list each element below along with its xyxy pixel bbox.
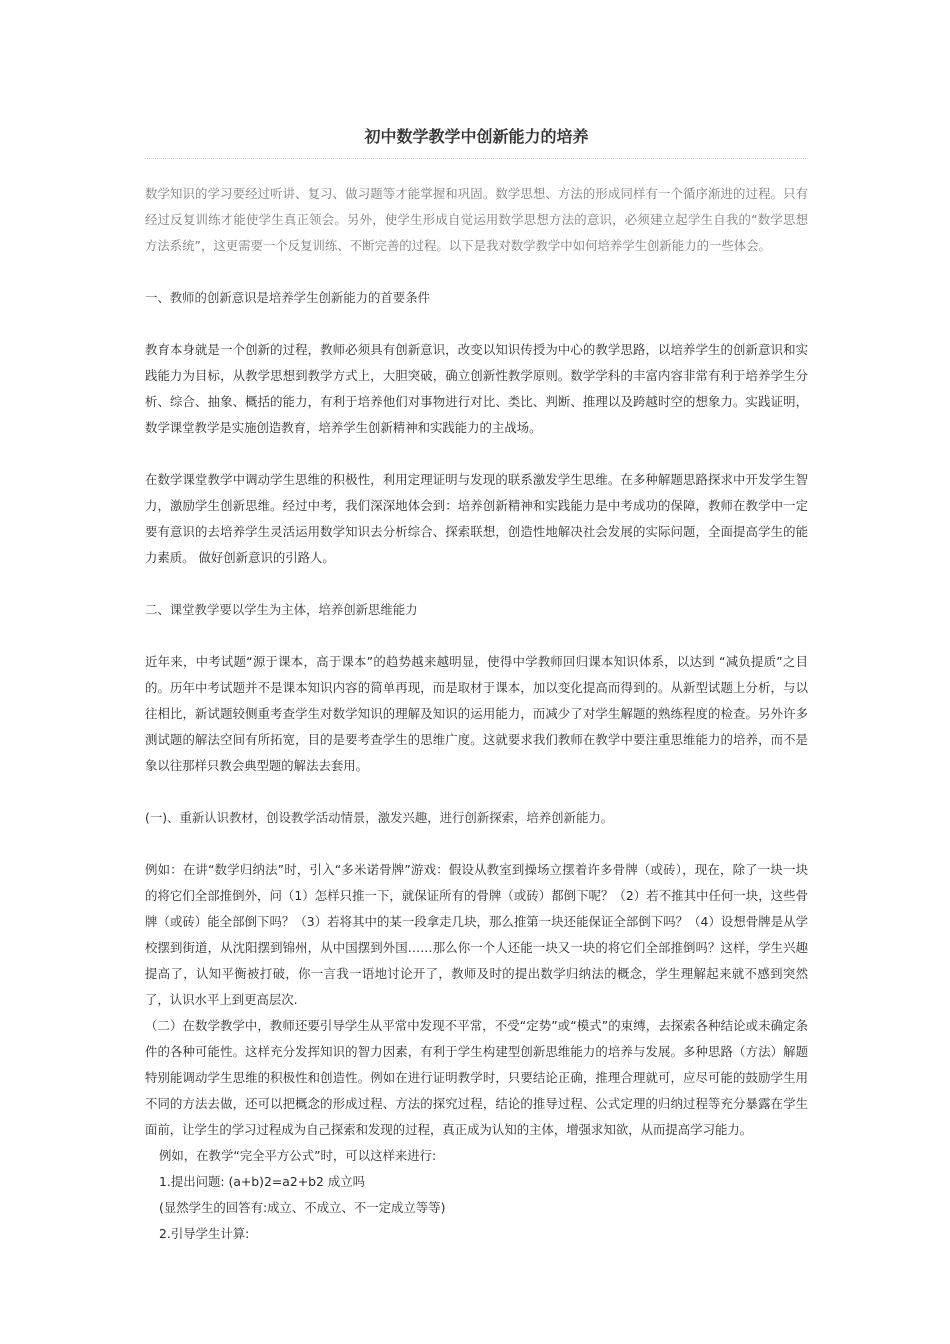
section-2-heading: 二、课堂教学要以学生为主体，培养创新思维能力 [145, 602, 418, 617]
example-intro: 例如，在教学“完全平方公式”时，可以这样来进行: [159, 1148, 437, 1163]
example-step-1-note: (显然学生的回答有:成立、不成立、不一定成立等等) [159, 1200, 446, 1215]
section-1-paragraph-2: 在数学课堂教学中调动学生思维的积极性，利用定理证明与发现的联系激发学生思维。在多种解题思路探求中开发学生智力，激励学生创新思维。经过中考，我们深深地体会到：培养创新精神和实践能力是中考成功的保障，教师在教学中一定要有意识的去培养学生灵活运用数学知识去分析综合、探索联想，创造性地解决社会发展的实际问题，全面提高学生的能力素质。 做好创新意识的引路人。 [145, 472, 808, 565]
intro-paragraph: 数学知识的学习要经过听讲、复习、做习题等才能掌握和巩固。数学思想、方法的形成同样有一个循序渐进的过程。只有经过反复训练才能使学生真正领会。另外，使学生形成自觉运用数学思想方法的意识，必须建立起学生自我的“数学思想方法系统”，这更需要一个反复训练、不断完善的过程。以下是我对数学教学中如何培养学生创新能力的一些体会。 [145, 186, 808, 253]
subsection-1-heading: (一)、重新认识教材，创设教学活动情景，激发兴趣，进行创新探索，培养创新能力。 [145, 810, 614, 825]
section-2-paragraph-1: 近年来，中考试题“源于课本，高于课本”的趋势越来越明显，使得中学教师回归课本知识体系，以达到 “减负提质”之目的。历年中考试题并不是课本知识内容的简单再现，而是取材于课本，加以变化提高而得到的。从新型试题上分析，与以往相比，新试题较侧重考查学生对数学知识的理解及知识的运用能力，而减少了对学生解题的熟练程度的检查。另外许多测试题的解法空间有所拓宽，目的是要考查学生的思维广度。这就要求我们教师在教学中要注重思维能力的培养，而不是象以往那样只教会典型题的解法去套用。 [145, 654, 808, 773]
example-step-1: 1.提出问题: (a+b)2=a2+b2 成立吗 [159, 1174, 365, 1189]
section-1-heading: 一、教师的创新意识是培养学生创新能力的首要条件 [145, 290, 430, 305]
subsection-1-paragraph: 例如：在讲“数学归纳法”时，引入“多米诺骨牌”游戏：假设从教室到操场立摆着许多骨牌（或砖），现在，除了一块一块的将它们全部推倒外，问（1）怎样只推一下，就保证所有的骨牌（或砖）都倒下呢？（2）若不推其中任何一块，这些骨牌（或砖）能全部倒下吗？（3）若将其中的某一段拿走几块，那么推第一块还能保证全部倒下吗？（4）设想骨牌是从学校摆到街道，从沈阳摆到锦州，从中国摆到外国……那么你一个人还能一块又一块的将它们全部推倒吗？这样，学生兴趣提高了，认知平衡被打破，你一言我一语地讨论开了，教师及时的提出数学归纳法的概念，学生理解起来就不感到突然了，认识水平上到更高层次. [145, 862, 808, 1007]
section-1-paragraph-1: 教育本身就是一个创新的过程，教师必须具有创新意识，改变以知识传授为中心的教学思路，以培养学生的创新意识和实践能力为目标，从教学思想到教学方式上，大胆突破，确立创新性教学原则。数学学科的丰富内容非常有利于培养学生分析、综合、抽象、概括的能力，有利于培养他们对事物进行对比、类比、判断、推理以及跨越时空的想象力。实践证明，数学课堂教学是实施创造教育，培养学生创新精神和实践能力的主战场。 [145, 342, 808, 435]
title-divider [145, 158, 808, 159]
subsection-2-paragraph: （二）在数学教学中，教师还要引导学生从平常中发现不平常，不受“定势”或“模式”的束缚，去探索各种结论或未确定条件的各种可能性。这样充分发挥知识的智力因素，有利于学生构建型创新思维能力的培养与发展。多种思路（方法）解题特别能调动学生思维的积极性和创造性。例如在进行证明教学时，只要结论正确，推理合理就可，应尽可能的鼓励学生用不同的方法去做，还可以把概念的形成过程、方法的探究过程，结论的推导过程、公式定理的归纳过程等充分暴露在学生面前，让学生的学习过程成为自己探索和发现的过程，真正成为认知的主体，增强求知欲，从而提高学习能力。 [145, 1018, 808, 1137]
document-page [145, 122, 808, 1247]
page-title: 初中数学教学中创新能力的培养 [364, 127, 589, 146]
example-step-2: 2.引导学生计算: [159, 1226, 250, 1241]
